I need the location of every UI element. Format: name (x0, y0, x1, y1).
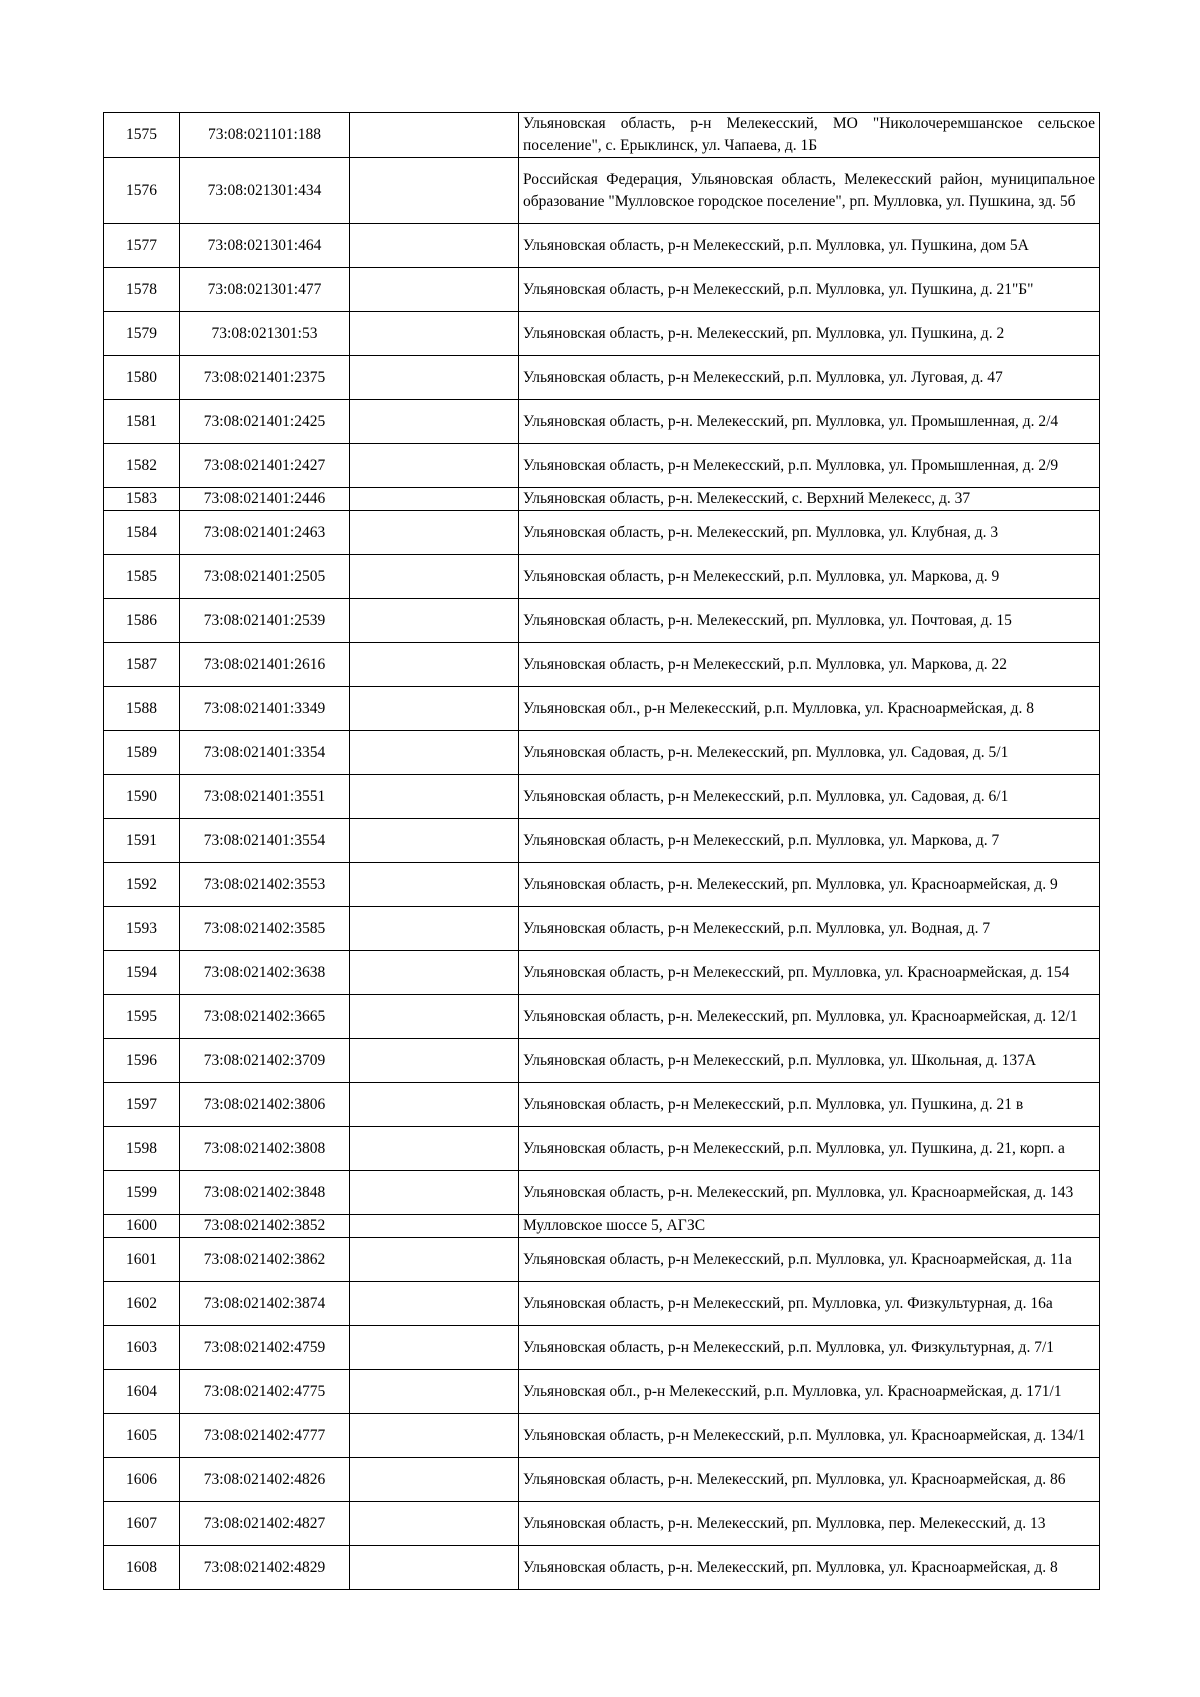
address: Ульяновская область, р-н. Мелекесский, рп. Мулловка, ул. Красноармейская, д. 12/1 (519, 995, 1100, 1039)
cadastral-number: 73:08:021402:3806 (180, 1083, 350, 1127)
cadastral-number: 73:08:021301:53 (180, 312, 350, 356)
address: Ульяновская область, р-н. Мелекесский, рп. Мулловка, ул. Красноармейская, д. 8 (519, 1546, 1100, 1590)
row-number: 1596 (104, 1039, 180, 1083)
row-number: 1605 (104, 1414, 180, 1458)
empty-cell (350, 113, 519, 158)
empty-cell (350, 819, 519, 863)
row-number: 1604 (104, 1370, 180, 1414)
cadastral-number: 73:08:021402:3848 (180, 1171, 350, 1215)
row-number: 1600 (104, 1215, 180, 1238)
address: Ульяновская область, р-н. Мелекесский, рп. Мулловка, ул. Пушкина, д. 2 (519, 312, 1100, 356)
address: Ульяновская область, р-н Мелекесский, р.п. Мулловка, ул. Луговая, д. 47 (519, 356, 1100, 400)
row-number: 1575 (104, 113, 180, 158)
cadastral-number: 73:08:021402:3553 (180, 863, 350, 907)
address: Ульяновская область, р-н Мелекесский, р.п. Мулловка, ул. Пушкина, дом 5А (519, 224, 1100, 268)
table-row (104, 819, 1100, 863)
address: Ульяновская область, р-н Мелекесский, р.п. Мулловка, ул. Красноармейская, д. 134/1 (519, 1414, 1100, 1458)
cadastral-number: 73:08:021402:4759 (180, 1326, 350, 1370)
address: Ульяновская область, р-н Мелекесский, р.п. Мулловка, ул. Пушкина, д. 21 в (519, 1083, 1100, 1127)
table-row (104, 444, 1100, 488)
table-row (104, 951, 1100, 995)
row-number: 1586 (104, 599, 180, 643)
empty-cell (350, 1282, 519, 1326)
cadastral-number: 73:08:021402:3709 (180, 1039, 350, 1083)
cadastral-number: 73:08:021401:3551 (180, 775, 350, 819)
cadastral-number: 73:08:021402:3874 (180, 1282, 350, 1326)
table-row (104, 511, 1100, 555)
cadastral-number: 73:08:021101:188 (180, 113, 350, 158)
row-number: 1606 (104, 1458, 180, 1502)
empty-cell (350, 1039, 519, 1083)
row-number: 1594 (104, 951, 180, 995)
empty-cell (350, 1326, 519, 1370)
empty-cell (350, 599, 519, 643)
table-row (104, 599, 1100, 643)
cadastral-number: 73:08:021401:3554 (180, 819, 350, 863)
empty-cell (350, 1370, 519, 1414)
address: Ульяновская область, р-н Мелекесский, р.п. Мулловка, ул. Пушкина, д. 21"Б" (519, 268, 1100, 312)
row-number: 1593 (104, 907, 180, 951)
address: Ульяновская область, р-н Мелекесский, р.п. Мулловка, ул. Маркова, д. 22 (519, 643, 1100, 687)
empty-cell (350, 400, 519, 444)
row-number: 1589 (104, 731, 180, 775)
table-row (104, 356, 1100, 400)
address: Ульяновская область, р-н. Мелекесский, рп. Мулловка, ул. Промышленная, д. 2/4 (519, 400, 1100, 444)
cadastral-number: 73:08:021301:434 (180, 158, 350, 224)
empty-cell (350, 1215, 519, 1238)
empty-cell (350, 643, 519, 687)
cadastral-number: 73:08:021401:3354 (180, 731, 350, 775)
empty-cell (350, 356, 519, 400)
cadastral-number: 73:08:021402:4777 (180, 1414, 350, 1458)
empty-cell (350, 907, 519, 951)
empty-cell (350, 444, 519, 488)
empty-cell (350, 863, 519, 907)
address: Ульяновская область, р-н Мелекесский, р.п. Мулловка, ул. Маркова, д. 9 (519, 555, 1100, 599)
row-number: 1591 (104, 819, 180, 863)
cadastral-number: 73:08:021402:4829 (180, 1546, 350, 1590)
empty-cell (350, 1502, 519, 1546)
row-number: 1588 (104, 687, 180, 731)
table-row (104, 1039, 1100, 1083)
row-number: 1602 (104, 1282, 180, 1326)
table-row (104, 863, 1100, 907)
table-row (104, 731, 1100, 775)
row-number: 1578 (104, 268, 180, 312)
table-row (104, 643, 1100, 687)
address: Российская Федерация, Ульяновская область, Мелекесский район, муниципальное образование "Мулловское городское поселение", рп. Мулловка, ул. Пушкина, зд. 5б (519, 158, 1100, 224)
table-row (104, 1171, 1100, 1215)
cadastral-number: 73:08:021301:477 (180, 268, 350, 312)
table-row (104, 907, 1100, 951)
cadastral-number: 73:08:021402:4775 (180, 1370, 350, 1414)
empty-cell (350, 224, 519, 268)
empty-cell (350, 488, 519, 511)
cadastral-number: 73:08:021401:2539 (180, 599, 350, 643)
table-row (104, 775, 1100, 819)
address: Ульяновская область, р-н Мелекесский, р.п. Мулловка, ул. Красноармейская, д. 11а (519, 1238, 1100, 1282)
cadastral-number: 73:08:021402:3852 (180, 1215, 350, 1238)
cadastral-number: 73:08:021402:3808 (180, 1127, 350, 1171)
address: Ульяновская область, р-н. Мелекесский, рп. Мулловка, ул. Садовая, д. 5/1 (519, 731, 1100, 775)
table-row (104, 555, 1100, 599)
row-number: 1598 (104, 1127, 180, 1171)
cadastral-number: 73:08:021401:2505 (180, 555, 350, 599)
row-number: 1601 (104, 1238, 180, 1282)
row-number: 1607 (104, 1502, 180, 1546)
empty-cell (350, 268, 519, 312)
row-number: 1599 (104, 1171, 180, 1215)
empty-cell (350, 158, 519, 224)
table-row (104, 1326, 1100, 1370)
empty-cell (350, 687, 519, 731)
row-number: 1583 (104, 488, 180, 511)
row-number: 1579 (104, 312, 180, 356)
table-row (104, 1502, 1100, 1546)
table-row (104, 1370, 1100, 1414)
cadastral-number: 73:08:021401:2463 (180, 511, 350, 555)
address: Ульяновская область, р-н. Мелекесский, рп. Мулловка, ул. Красноармейская, д. 86 (519, 1458, 1100, 1502)
cadastral-number: 73:08:021401:2375 (180, 356, 350, 400)
table-row (104, 488, 1100, 511)
empty-cell (350, 1127, 519, 1171)
address: Ульяновская область, р-н Мелекесский, р.п. Мулловка, ул. Пушкина, д. 21, корп. а (519, 1127, 1100, 1171)
table-row (104, 995, 1100, 1039)
table-row (104, 1546, 1100, 1590)
address: Ульяновская область, р-н Мелекесский, рп. Мулловка, ул. Красноармейская, д. 154 (519, 951, 1100, 995)
row-number: 1587 (104, 643, 180, 687)
address: Ульяновская обл., р-н Мелекесский, р.п. Мулловка, ул. Красноармейская, д. 8 (519, 687, 1100, 731)
cadastral-number: 73:08:021401:2427 (180, 444, 350, 488)
row-number: 1597 (104, 1083, 180, 1127)
row-number: 1608 (104, 1546, 180, 1590)
address: Ульяновская область, р-н. Мелекесский, рп. Мулловка, ул. Почтовая, д. 15 (519, 599, 1100, 643)
address: Ульяновская область, р-н Мелекесский, р.п. Мулловка, ул. Промышленная, д. 2/9 (519, 444, 1100, 488)
table-row (104, 1127, 1100, 1171)
row-number: 1584 (104, 511, 180, 555)
cadastral-number: 73:08:021402:3862 (180, 1238, 350, 1282)
table-row (104, 158, 1100, 224)
empty-cell (350, 1458, 519, 1502)
table-row (104, 1238, 1100, 1282)
cadastral-number: 73:08:021401:2425 (180, 400, 350, 444)
address: Ульяновская область, р-н Мелекесский, МО "Николочеремшанское сельское поселение", с. Ерыклинск, ул. Чапаева, д. 1Б (519, 113, 1100, 158)
cadastral-number: 73:08:021401:2446 (180, 488, 350, 511)
table-row (104, 1282, 1100, 1326)
address: Ульяновская область, р-н Мелекесский, р.п. Мулловка, ул. Водная, д. 7 (519, 907, 1100, 951)
table-row (104, 400, 1100, 444)
address: Ульяновская область, р-н Мелекесский, р.п. Мулловка, ул. Садовая, д. 6/1 (519, 775, 1100, 819)
cadastral-number: 73:08:021401:2616 (180, 643, 350, 687)
table-row (104, 312, 1100, 356)
empty-cell (350, 1546, 519, 1590)
cadastral-number: 73:08:021402:4827 (180, 1502, 350, 1546)
empty-cell (350, 1238, 519, 1282)
empty-cell (350, 1083, 519, 1127)
address: Ульяновская обл., р-н Мелекесский, р.п. Мулловка, ул. Красноармейская, д. 171/1 (519, 1370, 1100, 1414)
cadastral-number: 73:08:021402:3585 (180, 907, 350, 951)
table-row (104, 268, 1100, 312)
row-number: 1603 (104, 1326, 180, 1370)
row-number: 1581 (104, 400, 180, 444)
address: Ульяновская область, р-н. Мелекесский, рп. Мулловка, ул. Клубная, д. 3 (519, 511, 1100, 555)
empty-cell (350, 731, 519, 775)
address: Мулловское шоссе 5, АГЗС (519, 1215, 1100, 1238)
address: Ульяновская область, р-н Мелекесский, р.п. Мулловка, ул. Школьная, д. 137А (519, 1039, 1100, 1083)
row-number: 1595 (104, 995, 180, 1039)
empty-cell (350, 312, 519, 356)
address: Ульяновская область, р-н Мелекесский, рп. Мулловка, ул. Физкультурная, д. 16а (519, 1282, 1100, 1326)
cadastral-number: 73:08:021402:4826 (180, 1458, 350, 1502)
cadastral-number: 73:08:021301:464 (180, 224, 350, 268)
table-row (104, 687, 1100, 731)
address: Ульяновская область, р-н. Мелекесский, с. Верхний Мелекесс, д. 37 (519, 488, 1100, 511)
row-number: 1592 (104, 863, 180, 907)
table-row (104, 1414, 1100, 1458)
table-row (104, 1215, 1100, 1238)
row-number: 1580 (104, 356, 180, 400)
empty-cell (350, 1171, 519, 1215)
table-row (104, 1083, 1100, 1127)
registry-table (103, 112, 1100, 1590)
address: Ульяновская область, р-н. Мелекесский, рп. Мулловка, ул. Красноармейская, д. 9 (519, 863, 1100, 907)
table-row (104, 113, 1100, 158)
address: Ульяновская область, р-н. Мелекесский, рп. Мулловка, пер. Мелекесский, д. 13 (519, 1502, 1100, 1546)
row-number: 1585 (104, 555, 180, 599)
cadastral-number: 73:08:021402:3665 (180, 995, 350, 1039)
table-row (104, 1458, 1100, 1502)
empty-cell (350, 511, 519, 555)
row-number: 1577 (104, 224, 180, 268)
empty-cell (350, 951, 519, 995)
empty-cell (350, 995, 519, 1039)
address: Ульяновская область, р-н Мелекесский, р.п. Мулловка, ул. Физкультурная, д. 7/1 (519, 1326, 1100, 1370)
address: Ульяновская область, р-н Мелекесский, р.п. Мулловка, ул. Маркова, д. 7 (519, 819, 1100, 863)
table-row (104, 224, 1100, 268)
cadastral-number: 73:08:021401:3349 (180, 687, 350, 731)
row-number: 1576 (104, 158, 180, 224)
empty-cell (350, 775, 519, 819)
cadastral-number: 73:08:021402:3638 (180, 951, 350, 995)
address: Ульяновская область, р-н. Мелекесский, рп. Мулловка, ул. Красноармейская, д. 143 (519, 1171, 1100, 1215)
row-number: 1582 (104, 444, 180, 488)
row-number: 1590 (104, 775, 180, 819)
empty-cell (350, 555, 519, 599)
empty-cell (350, 1414, 519, 1458)
